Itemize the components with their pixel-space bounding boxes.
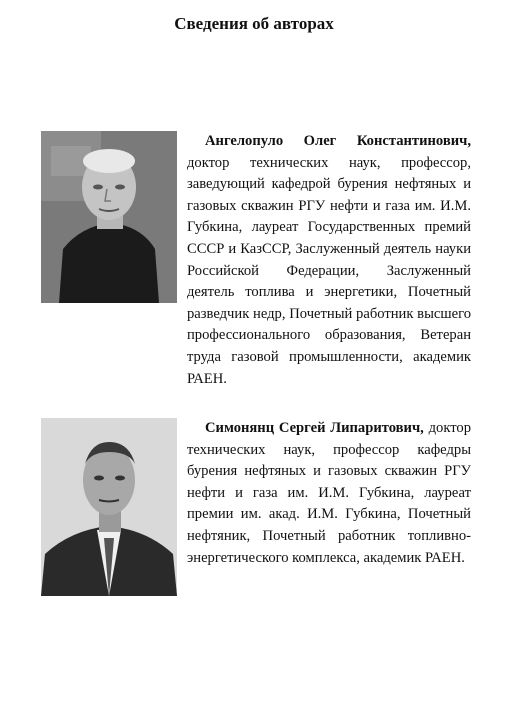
- author-photo: [41, 131, 177, 303]
- author-bio: [187, 131, 471, 390]
- author-name: Симонянц Сергей Липаритович,: [205, 420, 424, 436]
- author-description: доктор технических наук, профессор кафедры бурения нефтяных и газовых скважин РГУ нефти и газа им. И.М. Губкина, лауреат премии им. акад. И.М. Губкина, Почетный нефтяник, Почетный работник топливно-энергетического комплекса, академик РАЕН.: [187, 420, 471, 566]
- author-name: Ангелопуло Олег Константинович,: [205, 133, 471, 149]
- author-photo: [41, 418, 177, 596]
- author-bio: [187, 418, 471, 569]
- page-title: Сведения об авторах: [174, 14, 334, 33]
- author-description: доктор технических наук, профессор, заведующий кафедрой бурения нефтяных и газовых скважин РГУ нефти и газа им. И.М. Губкина, лауреат Государственных премий СССР и КазССР, Заслуженный деятель науки Российской Федерации, Заслуженный деятель топлива и энергетики, Почетный разведчик недр, Почетный работник высшего профессионального образования, Ветеран труда газовой промышленности, академик РАЕН.: [187, 154, 471, 387]
